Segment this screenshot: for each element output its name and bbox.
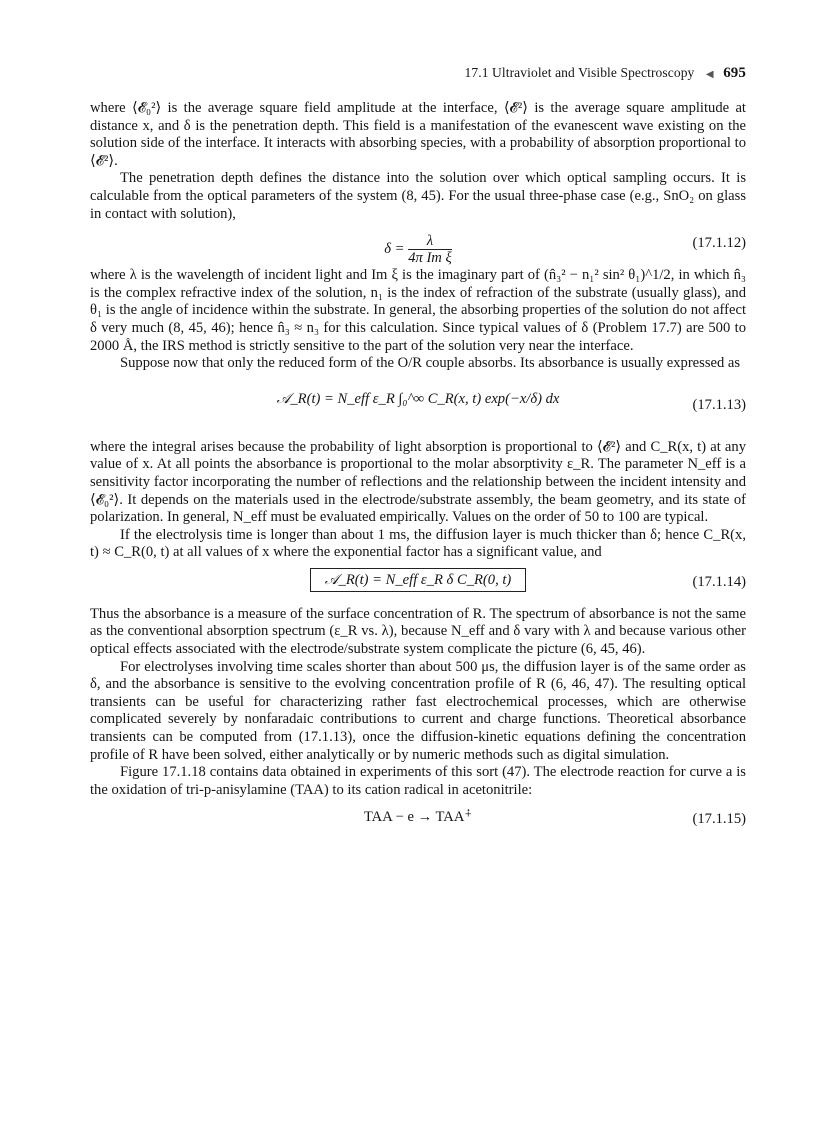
equation-lhs: δ =: [384, 241, 405, 257]
paragraph: The penetration depth defines the distance into the solution over which optical sampling occurs. It is calculable from the optical parameters of the system (8, 45). For the usual three-phase case (e.g., SnO₂ on glass in contact with solution),: [90, 170, 746, 222]
running-header: [90, 65, 746, 82]
paragraph: where λ is the wavelength of incident light and Im ξ is the imaginary part of (n̂₃² − n₁² sin² θ₁)^1/2, in which n̂₃ is the complex refractive index of the solution, n₁ is the index of refraction of the substrate (usually glass), and θ₁ is the angle of incidence within the substrate. In general, the absorbing properties of the solution do not affect δ very much (8, 45, 46); hence n̂₃ ≈ n₃ for this calculation. Since typical values of δ (Problem 17.7) are 500 to 2000 Å, the IRS method is strictly sensitive to the part of the solution very near the interface.: [90, 267, 746, 354]
page-body: [90, 100, 746, 843]
reaction-equation: TAA − e → TAA⁺̇: [363, 809, 473, 826]
equation-number: (17.1.12): [692, 235, 746, 252]
section-title: 17.1 Ultraviolet and Visible Spectroscopy: [464, 65, 695, 80]
equation-17-1-12: [90, 227, 746, 267]
equation-lhs: 𝒜_R(t) = N_eff ε_R: [276, 390, 395, 407]
equation-number: (17.1.15): [692, 811, 746, 828]
equation-17-1-15: [90, 803, 746, 837]
equation-17-1-14: [90, 566, 746, 600]
numerator: λ: [408, 233, 452, 250]
fraction: [408, 233, 452, 266]
paragraph: For electrolyses involving time scales shorter than about 500 μs, the diffusion layer is of the same order as δ, and the absorbance is sensitive to the evolving concentration profile of R (6, 46, 47). The resulting optical transients can be useful for characterizing rather fast electrochemical processes, which are otherwise complicated severely by nonfaradaic contributions to current and charge functions. Theoretical absorbance transients can be computed from (17.1.13), once the diffusion-kinetic equations defining the concentration profile of R have been solved, either analytically or by numeric methods such as digital simulation.: [90, 658, 746, 763]
paragraph: where ⟨𝓔₀²⟩ is the average square field amplitude at the interface, ⟨𝓔²⟩ is the average square amplitude at distance x, and δ is the penetration depth. This field is a manifestation of the evanescent wave existing on the solution side of the interface. It interacts with absorbing species, with a probability of absorption proportional to ⟨𝓔²⟩.: [90, 100, 746, 169]
paragraph: where the integral arises because the probability of light absorption is proportional to ⟨𝓔²⟩ and C_R(x, t) at any value of x. At all points the absorbance is proportional to the molar absorptivity ε_R. The parameter N_eff is a sensitivity factor incorporating the number of reflections and the relationship between the incident intensity and ⟨𝓔₀²⟩. It depends on the materials used in the electrode/substrate assembly, the beam geometry, and its state of polarization. In general, N_eff must be evaluated empirically. Values on the order of 50 to 100 are typical.: [90, 438, 746, 526]
equation-17-1-13: [90, 377, 746, 433]
denominator: 4π Im ξ: [408, 250, 452, 267]
paragraph: Figure 17.1.18 contains data obtained in experiments of this sort (47). The electrode reaction for curve a is the oxidation of tri-p-anisylamine (TAA) to its cation radical in acetonitrile:: [90, 764, 746, 798]
boxed-equation: 𝒜_R(t) = N_eff ε_R δ C_R(0, t): [310, 568, 527, 592]
paragraph: Suppose now that only the reduced form of the O/R couple absorbs. Its absorbance is usually expressed as: [120, 355, 741, 372]
integrand: C_R(x, t) exp(−x/δ) dx: [427, 390, 560, 407]
paragraph: If the electrolysis time is longer than about 1 ms, the diffusion layer is much thicker than δ; hence C_R(x, t) ≈ C_R(0, t) at all values of x where the exponential factor has a significant value, and: [90, 526, 746, 561]
paragraph: Thus the absorbance is a measure of the surface concentration of R. The spectrum of absorbance is not the same as the conventional absorption spectrum (ε_R vs. λ), because N_eff and δ vary with λ and because various other optical effects associated with the electrode/substrate system complicate the picture (6, 45, 46).: [90, 605, 746, 658]
page-marker-icon: ◀: [705, 69, 714, 80]
integral-sign: ∫₀^∞: [398, 390, 425, 407]
page-number: 695: [723, 65, 746, 81]
equation-number: (17.1.13): [692, 396, 746, 413]
equation-number: (17.1.14): [692, 573, 746, 590]
